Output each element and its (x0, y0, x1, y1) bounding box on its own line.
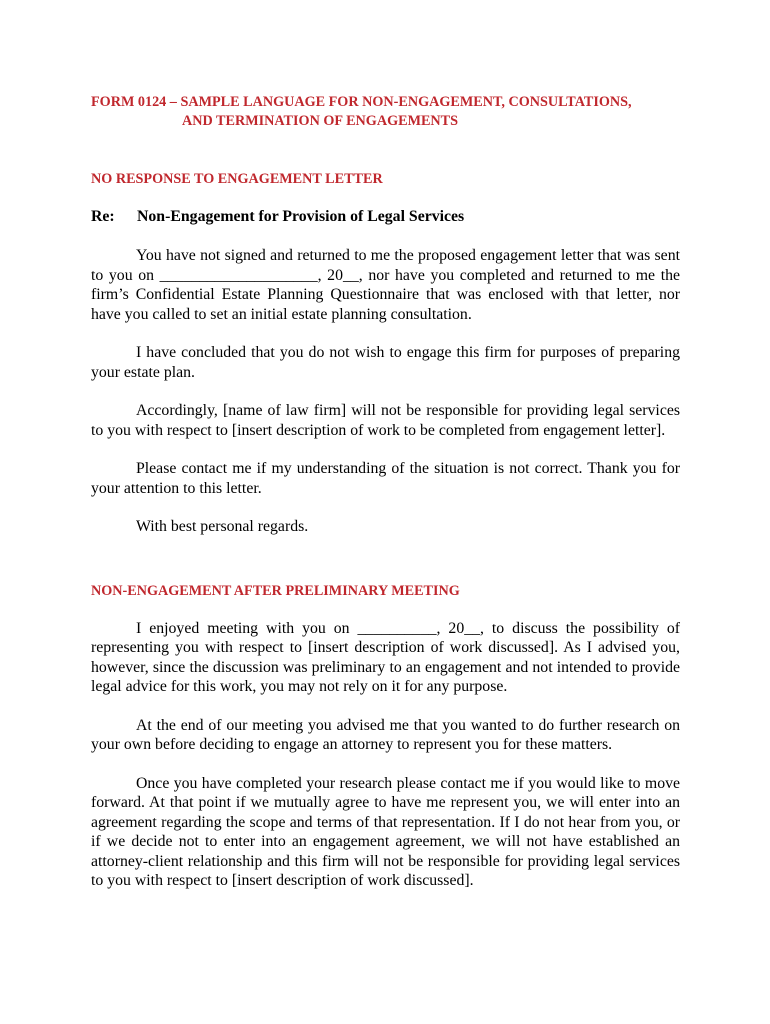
paragraph-further-research: At the end of our meeting you advised me that you wanted to do further research on your own before deciding to engage an attorney to represent you for these matters. (91, 716, 680, 753)
form-title-line-1: FORM 0124 – SAMPLE LANGUAGE FOR NON-ENGAGEMENT, CONSULTATIONS, (91, 94, 632, 110)
section-heading-preliminary-meeting: NON-ENGAGEMENT AFTER PRELIMINARY MEETING (91, 582, 460, 599)
re-line (91, 207, 680, 227)
re-subject: Non-Engagement for Provision of Legal Services (137, 208, 465, 225)
paragraph-enjoyed-meeting: I enjoyed meeting with you on __________, 20__, to discuss the possibility of representing you with respect to [insert description of work discussed]. As I advised you, however, since the discussion was preliminary to an engagement and not intended to provide legal advice for this work, you may not rely on it for any purpose. (91, 619, 680, 695)
document-page (91, 93, 680, 891)
paragraph-regards: With best personal regards. (136, 518, 309, 535)
paragraph-concluded: I have concluded that you do not wish to engage this firm for purposes of preparing your estate plan. (91, 344, 680, 381)
form-title-line-2: AND TERMINATION OF ENGAGEMENTS (182, 113, 459, 129)
section-heading-no-response: NO RESPONSE TO ENGAGEMENT LETTER (91, 171, 383, 187)
form-title (91, 93, 680, 131)
paragraph-once-completed: Once you have completed your research please contact me if you would like to move forward. At that point if we mutually agree to have me represent you, we will enter into an agreement regarding the scope and terms of that representation. If I do not hear from you, or if we decide not to enter into an engagement agreement, we will not have established an attorney-client relationship and this firm will not be responsible for providing legal services to you with respect to [insert description of work discussed]. (91, 774, 680, 889)
paragraph-not-returned: You have not signed and returned to me the proposed engagement letter that was sent to you on ____________________, 20__, nor have you completed and returned to me the firm’s Confidential Estate Planning Questionnaire that was enclosed with that letter, nor have you called to set an initial estate planning consultation. (91, 247, 680, 323)
paragraph-please-contact: Please contact me if my understanding of the situation is not correct. Thank you for your attention to this letter. (91, 460, 680, 497)
re-label: Re: (91, 208, 115, 225)
paragraph-accordingly: Accordingly, [name of law firm] will not be responsible for providing legal services to you with respect to [insert description of work to be completed from engagement letter]. (91, 402, 680, 439)
